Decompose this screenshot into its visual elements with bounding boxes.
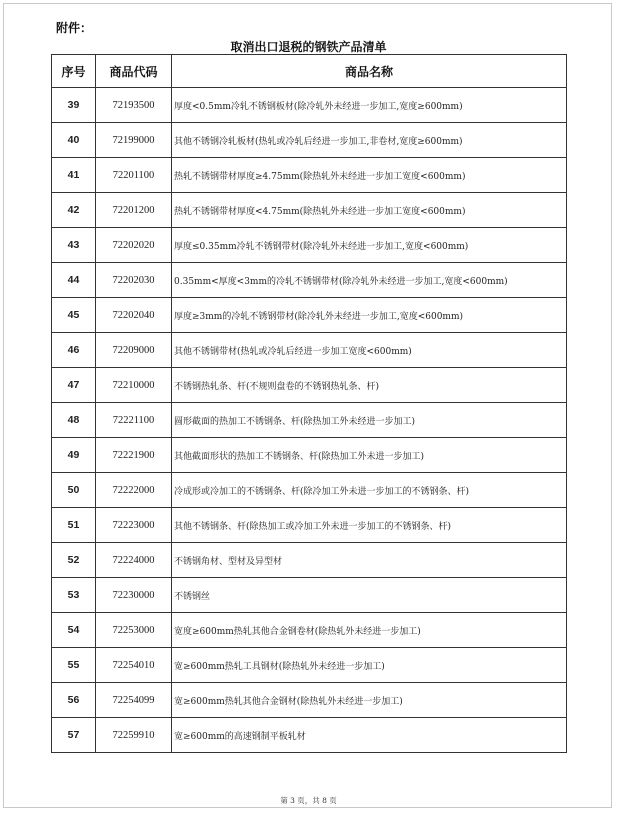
table-row [52,718,567,753]
row-name: 宽≥600mm的高速钢制平板轧材 [172,718,567,753]
table-row [52,263,567,298]
table-row [52,543,567,578]
row-name: 不锈钢热轧条、杆(不规则盘卷的不锈钢热轧条、杆) [172,368,567,403]
row-seq: 53 [52,578,96,613]
row-seq: 39 [52,88,96,123]
row-code: 72202020 [96,228,172,263]
row-seq: 50 [52,473,96,508]
row-name: 厚度<0.5mm冷轧不锈钢板材(除冷轧外未经进一步加工,宽度≥600mm) [172,88,567,123]
row-code: 72253000 [96,613,172,648]
attachment-label: 附件： [56,21,93,35]
row-seq: 40 [52,123,96,158]
row-seq: 51 [52,508,96,543]
row-code: 72202030 [96,263,172,298]
table-row [52,438,567,473]
row-name: 热轧不锈钢带材厚度<4.75mm(除热轧外未经进一步加工宽度<600mm) [172,193,567,228]
row-code: 72221900 [96,438,172,473]
row-seq: 43 [52,228,96,263]
header-seq: 序号 [52,55,96,88]
row-name: 其他不锈钢带材(热轧或冷轧后经进一步加工宽度<600mm) [172,333,567,368]
row-name: 厚度≤0.35mm冷轧不锈钢带材(除冷轧外未经进一步加工,宽度<600mm) [172,228,567,263]
row-seq: 45 [52,298,96,333]
row-seq: 44 [52,263,96,298]
row-name: 0.35mm<厚度<3mm的冷轧不锈钢带材(除冷轧外未经进一步加工,宽度<600mm) [172,263,567,298]
row-code: 72201100 [96,158,172,193]
row-seq: 54 [52,613,96,648]
row-name: 冷成形或冷加工的不锈钢条、杆(除冷加工外未进一步加工的不锈钢条、杆) [172,473,567,508]
row-seq: 42 [52,193,96,228]
table-row [52,333,567,368]
row-code: 72193500 [96,88,172,123]
row-name: 其他不锈钢冷轧板材(热轧或冷轧后经进一步加工,非卷材,宽度≥600mm) [172,123,567,158]
row-seq: 46 [52,333,96,368]
table-row [52,123,567,158]
row-code: 72210000 [96,368,172,403]
row-code: 72221100 [96,403,172,438]
table-row [52,158,567,193]
product-table [51,54,567,753]
row-name: 宽度≥600mm热轧其他合金钢卷材(除热轧外未经进一步加工) [172,613,567,648]
row-seq: 48 [52,403,96,438]
row-code: 72223000 [96,508,172,543]
row-seq: 52 [52,543,96,578]
row-seq: 57 [52,718,96,753]
table-row [52,228,567,263]
row-name: 宽≥600mm热轧其他合金钢材(除热轧外未经进一步加工) [172,683,567,718]
row-code: 72202040 [96,298,172,333]
row-code: 72254010 [96,648,172,683]
table-row [52,578,567,613]
row-seq: 41 [52,158,96,193]
row-name: 其他不锈钢条、杆(除热加工或冷加工外未进一步加工的不锈钢条、杆) [172,508,567,543]
row-seq: 55 [52,648,96,683]
row-name: 不锈钢丝 [172,578,567,613]
header-code: 商品代码 [96,55,172,88]
table-row [52,298,567,333]
row-code: 72230000 [96,578,172,613]
row-code: 72254099 [96,683,172,718]
row-name: 圆形截面的热加工不锈钢条、杆(除热加工外未经进一步加工) [172,403,567,438]
row-seq: 49 [52,438,96,473]
row-code: 72201200 [96,193,172,228]
table-row [52,368,567,403]
table-row [52,613,567,648]
row-seq: 47 [52,368,96,403]
row-name: 其他截面形状的热加工不锈钢条、杆(除热加工外未进一步加工) [172,438,567,473]
table-row [52,88,567,123]
row-code: 72222000 [96,473,172,508]
table-row [52,648,567,683]
row-name: 热轧不锈钢带材厚度≥4.75mm(除热轧外未经进一步加工宽度<600mm) [172,158,567,193]
table-row [52,683,567,718]
table-header-row [52,55,567,88]
document-page [3,3,612,808]
row-code: 72224000 [96,543,172,578]
page-title: 取消出口退税的钢铁产品清单 [230,40,387,54]
header-name: 商品名称 [172,55,567,88]
row-code: 72209000 [96,333,172,368]
row-name: 宽≥600mm热轧工具钢材(除热轧外未经进一步加工) [172,648,567,683]
table-row [52,473,567,508]
row-name: 不锈钢角材、型材及异型材 [172,543,567,578]
page-footer: 第 3 页，共 8 页 [280,796,337,805]
table-row [52,193,567,228]
row-code: 72259910 [96,718,172,753]
table-row [52,508,567,543]
row-code: 72199000 [96,123,172,158]
row-name: 厚度≥3mm的冷轧不锈钢带材(除冷轧外未经进一步加工,宽度<600mm) [172,298,567,333]
row-seq: 56 [52,683,96,718]
table-row [52,403,567,438]
